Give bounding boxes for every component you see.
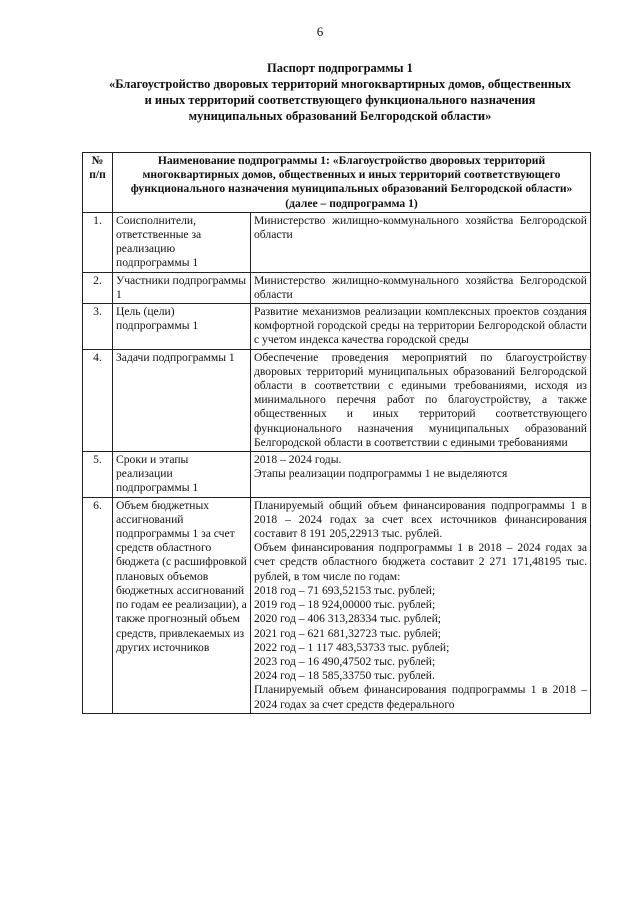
value-paragraph: Объем финансирования подпрограммы 1 в 2018 – 2024 годах за счет средств областного бюджета составит 2 271 171,48195 тыс. рублей, в том числе по годам: xyxy=(254,541,588,583)
value-paragraph: 2018 – 2024 годы. xyxy=(254,453,342,467)
table-row xyxy=(83,212,591,272)
row-name: Участники подпрограммы 1 xyxy=(113,272,251,303)
value-paragraph: 2019 год – 18 924,00000 тыс. рублей; xyxy=(254,598,436,612)
value-paragraph: Планируемый общий объем финансирования подпрограммы 1 в 2018 – 2024 годах за счет всех источников финансирования составит 8 191 205,22913 тыс. рублей. xyxy=(254,498,588,541)
row-number: 1. xyxy=(83,212,113,272)
row-value xyxy=(251,212,591,272)
table-row xyxy=(83,304,591,350)
row-value xyxy=(251,272,591,303)
page-number: 6 xyxy=(316,24,324,39)
value-paragraph: 2022 год – 1 117 483,53733 тыс. рублей; xyxy=(254,640,450,654)
heading-line: муниципальных образований Белгородской области» xyxy=(188,109,492,123)
row-value xyxy=(251,349,591,451)
value-paragraph: Развитие механизмов реализации комплексных проектов создания комфортной городской среды на территории Белгородской области с учетом индекса качества городской среды xyxy=(254,305,588,347)
heading-line: «Благоустройство дворовых территорий многоквартирных домов, общественных xyxy=(108,77,572,91)
table-row xyxy=(83,349,591,451)
value-paragraph: Министерство жилищно-коммунального хозяйства Белгородской области xyxy=(254,273,588,301)
value-paragraph: 2018 год – 71 693,52153 тыс. рублей; xyxy=(254,583,436,597)
row-name: Сроки и этапы реализации подпрограммы 1 xyxy=(113,452,251,498)
document-heading xyxy=(70,60,610,124)
value-paragraph: Обеспечение проведения мероприятий по благоустройству дворовых территорий муниципальных образований Белгородской области в соответствии с едиными требованиями, исходя из минимального перечня работ по благоустройству, а также общественных и иных территорий соответствующего функционального назначения муниципальных образований Белгородской области в соответствии с едиными требованиями xyxy=(254,350,588,449)
header-number: № п/п xyxy=(83,153,113,213)
value-paragraph: 2023 год – 16 490,47502 тыс. рублей; xyxy=(254,654,436,668)
row-number: 6. xyxy=(83,497,113,713)
table-row xyxy=(83,272,591,303)
row-value xyxy=(251,497,591,713)
heading-line: и иных территорий соответствующего функционального назначения xyxy=(144,93,536,107)
table-row xyxy=(83,452,591,498)
row-number: 3. xyxy=(83,304,113,350)
table-header-row xyxy=(83,153,591,213)
row-name: Задачи подпрограммы 1 xyxy=(113,349,251,451)
row-value xyxy=(251,452,591,498)
value-paragraph: 2020 год – 406 313,28334 тыс. рублей; xyxy=(254,612,442,626)
value-paragraph: Планируемый объем финансирования подпрограммы 1 в 2018 – 2024 годах за счет средств федерального xyxy=(254,683,588,711)
row-name: Цель (цели) подпрограммы 1 xyxy=(113,304,251,350)
passport-table xyxy=(82,152,591,714)
row-name: Объем бюджетных ассигнований подпрограммы 1 за счет средств областного бюджета (с расшифровкой плановых объемов бюджетных ассигнований по годам ее реализации), а также прогнозный объем средств, привлекаемых из других источников xyxy=(113,497,251,713)
value-paragraph: 2021 год – 621 681,32723 тыс. рублей; xyxy=(254,626,442,640)
row-number: 5. xyxy=(83,452,113,498)
row-value xyxy=(251,304,591,350)
row-number: 4. xyxy=(83,349,113,451)
row-number: 2. xyxy=(83,272,113,303)
row-name: Соисполнители, ответственные за реализацию подпрограммы 1 xyxy=(113,212,251,272)
heading-line: Паспорт подпрограммы 1 xyxy=(267,61,413,75)
value-paragraph: Этапы реализации подпрограммы 1 не выделяются xyxy=(254,467,508,481)
header-title: Наименование подпрограммы 1: «Благоустройство дворовых территорий многоквартирных домов, общественных и иных территорий соответствующего функционального назначения муниципальных образований Белгородской области» (далее – подпрограмма 1) xyxy=(113,153,591,213)
table-row xyxy=(83,497,591,713)
value-paragraph: 2024 год – 18 585,33750 тыс. рублей. xyxy=(254,669,435,683)
value-paragraph: Министерство жилищно-коммунального хозяйства Белгородской области xyxy=(254,213,588,242)
